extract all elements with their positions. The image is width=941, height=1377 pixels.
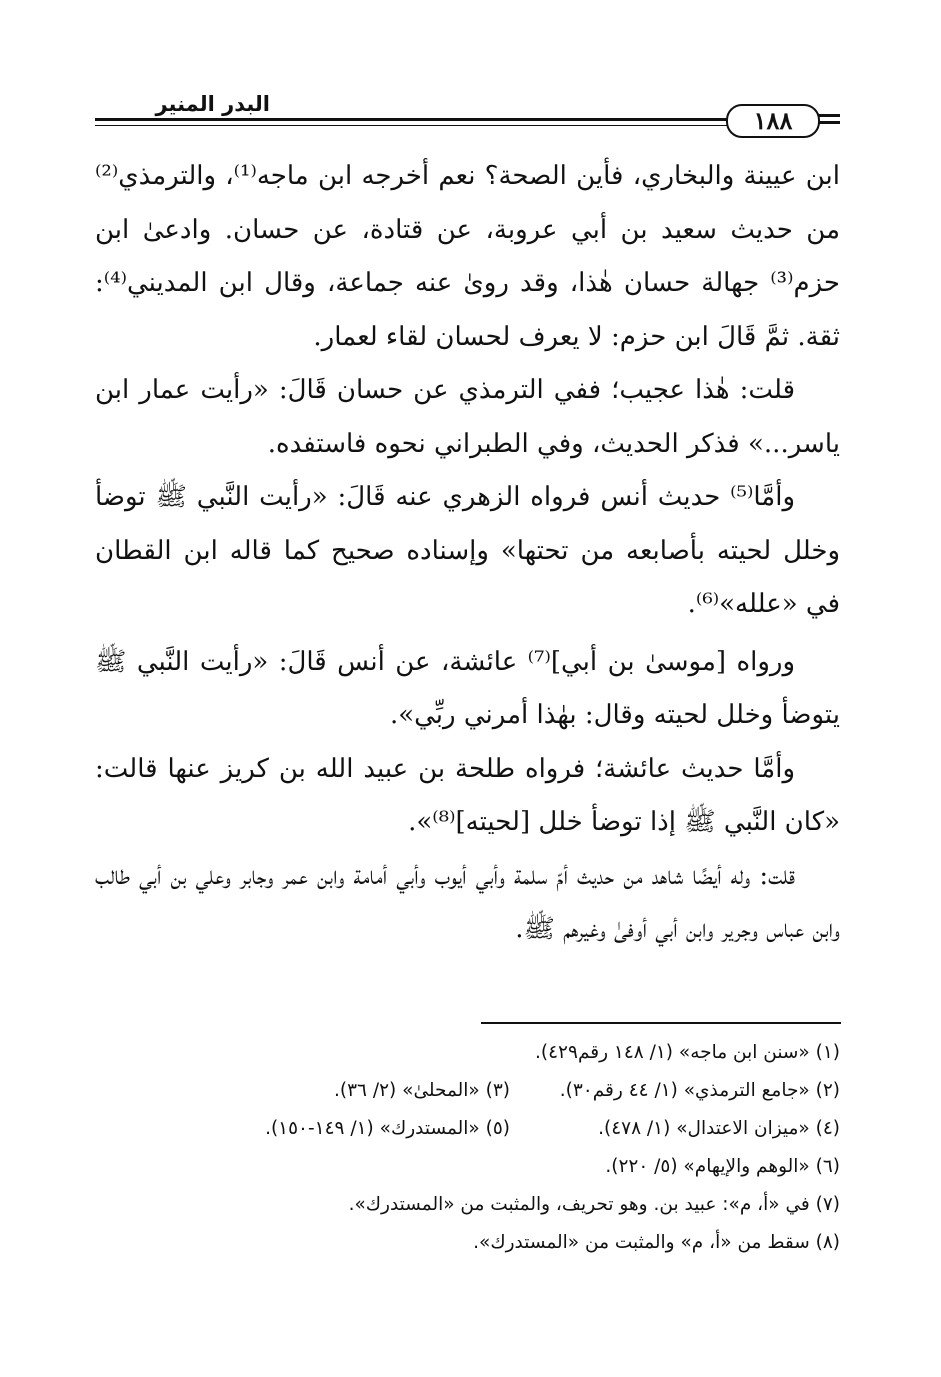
footnote-2: (٢) «جامع الترمذي» (١/ ٤٤ رقم٣٠). (559, 1080, 840, 1101)
footnote-separator (481, 1022, 841, 1024)
footnote-7: (٧) في «أ، م»: عبيد بن. وهو تحريف، والمثبت من «المستدرك». (348, 1194, 840, 1215)
header-rule-thick (95, 118, 735, 121)
paragraph-4: ورواه [موسىٰ بن أبي]⁽⁷⁾ عائشة، عن أنس قَالَ: «رأيت النَّبي ﷺ يتوضأ وخلل لحيته وقال: بهٰذا أمرني ربِّي». (95, 646, 840, 730)
footnote-1: (١) «سنن ابن ماجه» (١/ ١٤٨ رقم٤٢٩). (535, 1042, 840, 1063)
page-number: ١٨٨ (726, 104, 820, 138)
footnote-3: (٣) «المحلىٰ» (٢/ ٣٦). (334, 1080, 510, 1101)
main-text (95, 150, 840, 957)
footnote-row-2-3 (95, 1072, 840, 1110)
paragraph-5: وأمَّا حديث عائشة؛ فرواه طلحة بن عبيد الله بن كريز عنها قالت: «كان النَّبي ﷺ إذا توضأ خلل [لحيته]⁽⁸⁾». (95, 753, 840, 837)
footnote-4: (٤) «ميزان الاعتدال» (١/ ٤٧٨). (598, 1118, 840, 1139)
footnote-row-4-5 (95, 1110, 840, 1148)
header-rule-tail-lower (818, 121, 840, 124)
paragraph-1: ابن عيينة والبخاري، فأين الصحة؟ نعم أخرجه ابن ماجه⁽¹⁾، والترمذي⁽²⁾ من حديث سعيد بن أبي عروبة، عن قتادة، عن حسان. وادعىٰ ابن حزم⁽³⁾ جهالة حسان هٰذا، وقد روىٰ عنه جماعة، وقال ابن المديني⁽⁴⁾: ثقة. ثمَّ قَالَ ابن حزم: لا يعرف لحسان لقاء لعمار. (95, 161, 840, 352)
footnote-6: (٦) «الوهم والإيهام» (٥/ ٢٢٠). (605, 1156, 840, 1177)
footnote-5: (٥) «المستدرك» (١/ ١٤٩-١٥٠). (265, 1118, 510, 1139)
paragraph-3: وأمَّا⁽⁵⁾ حديث أنس فرواه الزهري عنه قَالَ: «رأيت النَّبي ﷺ توضأ وخلل لحيته بأصابعه من تحتها» وإسناده صحيح كما قاله ابن القطان في «علله»⁽⁶⁾. (95, 482, 840, 619)
book-title: البدر المنير (155, 92, 270, 116)
header-rule-tail (818, 114, 840, 117)
page-header (95, 90, 840, 150)
paragraph-6: قلت: وله أيضًا شاهد من حديث أمّ سلمة وأبي أيوب وأبي أمامة وابن عمر وجابر وعلي بن أبي طالب وابن عباس وجرير وابن أبي أوفىٰ وغيرهم ﷺ. (95, 860, 840, 944)
footnote-8: (٨) سقط من «أ، م» والمثبت من «المستدرك». (473, 1232, 840, 1253)
footnotes (95, 1034, 840, 1262)
paragraph-2: قلت: هٰذا عجيب؛ ففي الترمذي عن حسان قَالَ: «رأيت عمار ابن ياسر...» فذكر الحديث، وفي الطبراني نحوه فاستفده. (95, 375, 840, 459)
header-rule-thin (95, 125, 735, 126)
